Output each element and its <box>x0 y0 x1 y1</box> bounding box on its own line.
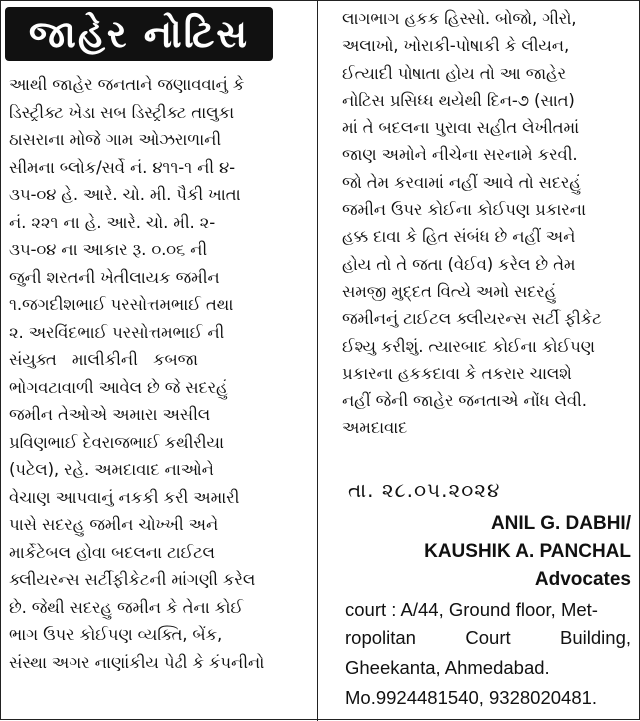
address-word-1: ropolitan <box>345 627 416 648</box>
right-body-line: નોટિસ પ્રસિધ્ધ થયેથી દિન-૭ (સાત) <box>342 90 575 110</box>
notice-body-right <box>342 5 602 442</box>
right-body-line: અલાખો, ખોરાકી-પોષાકી કે લીયન, <box>342 36 570 56</box>
left-body-line: ભોગવટાવાળી આવેલ છે જે સદરહું <box>9 377 228 397</box>
notice-title: જાહેર નોટિસ <box>5 7 273 61</box>
left-body-line: આથી જાહેર જનતાને જણાવવાનું કે <box>9 75 245 94</box>
left-body-line: પાસે સદરહુ જમીન ચોખ્ખી અને <box>9 515 219 534</box>
signatory-role: Advocates <box>534 569 631 590</box>
right-body-line: માં તે બદલના પુરાવા સહીત લેખીતમાં <box>342 118 580 138</box>
left-body-line: ૩૫-૦૪ હે. આરે. ચો. મી. પૈકી ખાતા <box>9 185 241 204</box>
left-body-line: ૨. અરવિંદભાઈ પરસોત્તમભાઈ ની <box>9 322 225 342</box>
address-word-2: Court <box>465 627 511 648</box>
right-body-line: ઈત્યાદી પોષાતા હોય તો આ જાહેર <box>342 63 567 83</box>
left-body-line: વેચાણ આપવાનું નકકી કરી અમારી <box>9 487 240 507</box>
left-body-line: છે. જેથી સદરહુ જમીન કે તેના કોઈ <box>9 597 243 617</box>
left-body-line: ૧.જગદીશભાઈ પરસોત્તમભાઈ તથા <box>9 295 234 314</box>
right-body-line: હક્ક દાવા કે હિત સંબંધ છે નહીં અને <box>342 227 576 247</box>
right-body-line: જાણ અમોને નીચેના સરનામે કરવી. <box>342 145 578 165</box>
notice-date: તા. ૨૮.૦૫.૨૦૨૪ <box>348 478 501 502</box>
signatory-name-1: ANIL G. DABHI/ <box>490 513 631 534</box>
left-body-line: ભાગ ઉપર કોઈપણ વ્યક્તિ, બેંક, <box>9 625 223 644</box>
left-body-line: સંયુક્ત માલીકીની કબજા <box>9 350 198 369</box>
right-body-line: નહીં જેની જાહેર જનતાએ નોંધ લેવી. <box>342 391 587 411</box>
right-body-line: અમદાવાદ <box>342 418 408 438</box>
right-body-line: જમીન ઉપર કોઈના કોઈપણ પ્રકારના <box>342 200 586 220</box>
right-body-line: હોય તો તે જતા (વેઈવ) કરેલ છે તેમ <box>342 254 576 274</box>
left-body-line: નં. ૨૨૧ ના હે. આરે. ચો. મી. ૨- <box>9 212 215 232</box>
address-word-3: Building, <box>560 627 631 648</box>
right-body-line: જો તેમ કરવામાં નહીં આવે તો સદરહું <box>342 172 581 192</box>
signatory-name-2: KAUSHIK A. PANCHAL <box>424 541 631 562</box>
address-line-1: court : A/44, Ground floor, Met- <box>345 599 598 620</box>
left-body-line: સંસ્થા અગર નાણાંકીય પેઢી કે કંપનીનો <box>9 652 265 672</box>
left-body-line: ડિસ્ટ્રીક્ટ ખેડા સબ ડિસ્ટ્રીક્ટ તાલુકા <box>9 102 235 122</box>
left-column <box>1 1 317 721</box>
left-body-line: જમીન તેઓએ અમારા અસીલ <box>9 405 211 424</box>
right-body-line: પ્રકારના હકકદાવા કે તકરાર ચાલશે <box>342 363 572 383</box>
left-body-line: (પટેલ), રહે. અમદાવાદ નાઓને <box>9 460 214 479</box>
left-body-line: જુની શરતની ખેતીલાયક જમીન <box>9 267 220 287</box>
left-body-line: ઠાસરાના મોજે ગામ ઓઝરાળાની <box>9 130 222 149</box>
right-body-line: જમીનનું ટાઈટલ ક્લીયરન્સ સર્ટી ફીકેટ <box>342 309 602 329</box>
right-body-line: લાગભાગ હકક હિસ્સો. બોજો, ગીરો, <box>342 9 577 28</box>
phone-numbers: Mo.9924481540, 9328020481. <box>345 687 598 708</box>
left-body-line: ૩૫-૦૪ ના આકાર રૂ. ૦.૦૬ ની <box>9 240 208 259</box>
left-body-line: ક્લીયરન્સ સર્ટીફીકેટની માંગણી કરેલ <box>9 570 256 589</box>
address-line-2 <box>345 627 631 649</box>
right-body-line: ઈશ્યુ કરીશું. ત્યારબાદ કોઈના કોઈપણ <box>342 336 595 356</box>
notice-body-left <box>9 71 264 676</box>
left-body-line: પ્રવિણભાઈ દેવરાજભાઈ કથીરીયા <box>9 432 224 452</box>
left-body-line: સીમના બ્લોક/સર્વે નં. ૪૧૧-૧ ની ૪- <box>9 157 235 177</box>
left-body-line: માર્કેટેબલ હોવા બદલના ટાઈટલ <box>9 542 215 562</box>
right-body-line: સમજી મુદ્દત વિત્યે અમો સદરહું <box>342 281 557 301</box>
address-line-3: Gheekanta, Ahmedabad. <box>345 657 550 678</box>
